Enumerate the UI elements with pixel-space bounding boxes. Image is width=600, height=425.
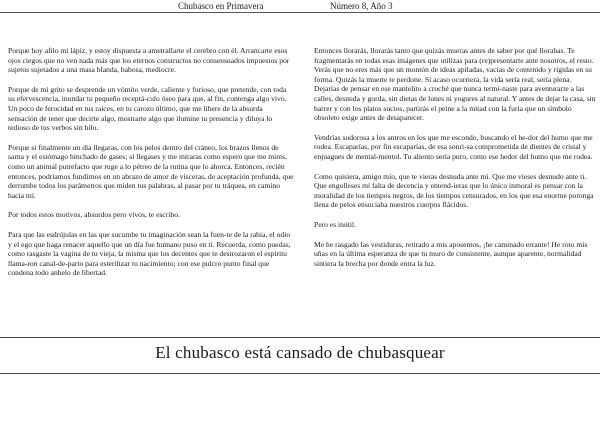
paragraph: Vendrías sudorosa a los antros en los que me escondo, buscando el he-dor del humo que me rodea. Escaparías, por fin escaparías, de esa sonri-sa comprometida de dientes de cristal y enjuagues de mental-mentol. Tu aliento sería puro, como ese hedor del humo que me rodea. [314,132,593,161]
paragraph: Porque hoy afilo mi lápiz, y estoy dispuesta a ametrallarte el cerebro con él. Arrancarte esos ojos ciegos que no ven nada más que los eternos constructos no consensuados impuestos por sujetos sujetados a una masa blanda, babosa, mediocre. [8,46,290,75]
page-header [0,0,600,13]
paragraph: Para que las esdrújulas en las que sucumbe tu imaginación sean la fuen-te de la rabia, el odio y el ego que haga renacer aquello que un día fue humano puso en ti. Recuerda, como puedas, como rasgaste la vagina de tu vieja, la misma que los decentes que te destrozaron el espíritu llama-ron canal-de-parto para esterilizar tu nacimiento; con ese pulcro punto final que condena todo anhelo de libertad. [8,229,291,278]
paragraph: Porque de mi grito se desprende un vómito verde, caliente y furioso, que pretende, con toda su efervescencia, inundar tu pequeño receptá-culo óseo para que, al fin, contenga algo vivo. Un poco de ferocidad en tus raíces, en tu carozo último, que me libere de la absurda sensación de tener que decirte algo, mostrarte algo que ilumine tu presencia y diluya lo tedioso de tus verbos sin hilo. [8,84,287,133]
paragraph: Por todos estos motivos, absurdos pero vivos, te escribo. [8,210,180,220]
footer-bottom-rule [0,373,600,374]
issue-number: Número 8, Año 3 [330,1,393,11]
paragraph: Como quisiera, amigo mío, que te vieras desnuda ante mí. Que me vieses desnudo ante ti. Que engulleses mi falta de decencia y entend-ieras que lo único inmoral es pensar con la moralidad de los tiempos negros, de los tiempos censurados, en los que esa enorme poronga llena de pelos ensuciaba nuestros cuerpos flácidos. [314,171,594,210]
paragraph: Entonces llorarás, llorarás tanto que quizás mueras antes de saber por qué llorabas. Te fragmentarás en todas esas imágenes que utilizas para (re)presentarte ante nosotros, el resto. Verás que no eres más que un montón de ideas apiladas, vacías de contenido y rígidas en su forma. Quizás la muerte te perdone. Si acaso ocurriera, la vida sería real, sería plena. Dejarías de pensar en ese mantelito a croché que nunca termi-naste para aventurarte a las calles, desnuda y gorda, sin dietas de lunes ni yogures al natural. Y antes de dejar la casa, sin barrer y con los platos sucios, partirás el peine a la mitad con la furia que un símbolo obsoleto exige antes de desaparecer. [314,46,596,123]
paragraph: Porque si finalmente un día llegaras, con los pelos dentro del cráneo, los brazos llenos de sarna y el estómago hinchado de gases; si llegases y me miraras como espero que me mires, como un animal putrefacto que ruge a lo pétreo de la rutina que lo ahorca. Entonces, recién entonces, podríamos fundirnos en un abrazo de amor de vísceras, de aceptación profunda, que derrumbe todos los parámetros que miden tus palabras, al pasar por tu tráquea, en camino hacia mí. [8,142,294,200]
paragraph: Pero es inútil. [314,219,356,229]
paragraph: Me he rasgado las vestiduras, retirado a mis aposentos, ¡he caminado errante! He roto mis uñas en la última esperanza de que tu muro de consistente, aunque aparente, normalidad sintiera la brecha por donde entra la luz. [314,239,588,268]
publication-title: Chubasco en Primavera [178,1,264,11]
right-column [314,46,597,278]
left-column [8,46,294,288]
footer-tagline: El chubasco está cansado de chubasquear [155,343,445,362]
footer-top-rule [0,337,600,338]
